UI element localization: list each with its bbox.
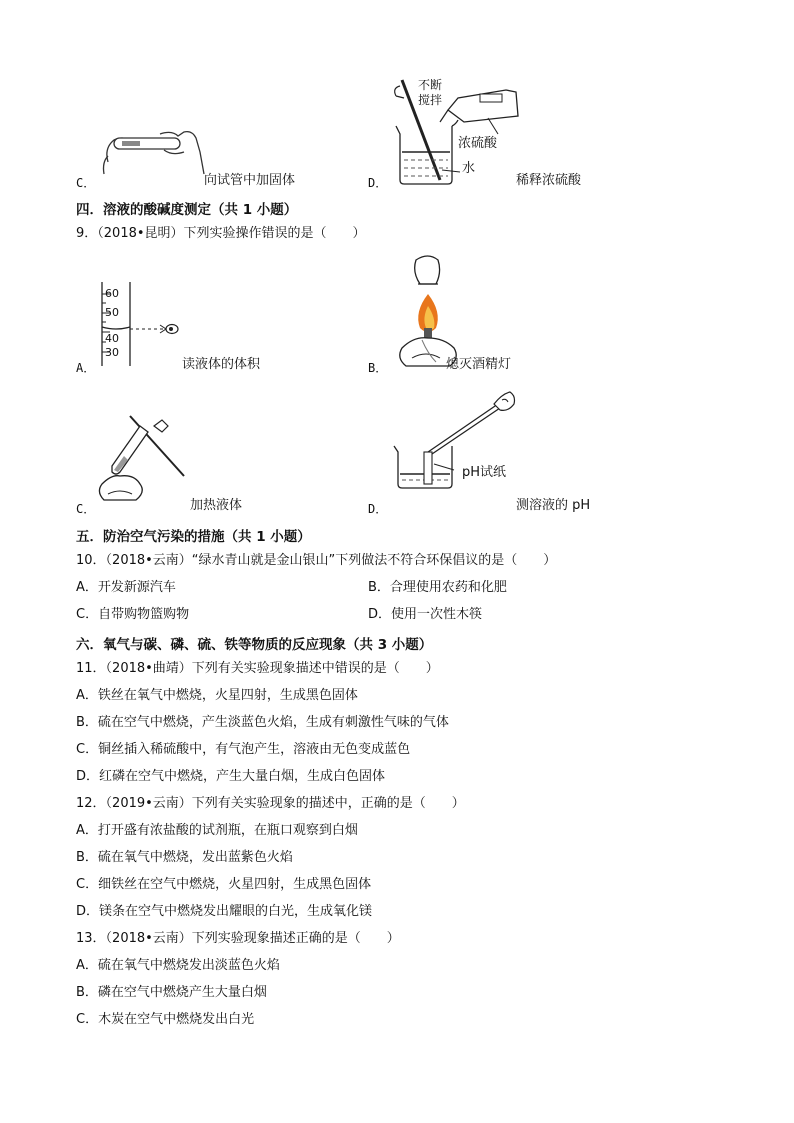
option-a: A．打开盛有浓盐酸的试剂瓶，在瓶口观察到白烟: [76, 823, 358, 838]
label-stir-2: 搅拌: [418, 93, 443, 107]
tick-label-40: 40: [105, 332, 119, 345]
option-c: C．细铁丝在空气中燃烧，火星四射，生成黑色固体: [76, 877, 372, 892]
option-d: D．红磷在空气中燃烧，产生大量白烟，生成白色固体: [76, 769, 386, 784]
option-d: D．使用一次性木筷: [368, 607, 483, 622]
option-b: B．硫在氧气中燃烧，发出蓝紫色火焰: [76, 850, 293, 865]
section-heading: 六．氧气与碳、磷、硫、铁等物质的反应现象（共 3 小题）: [76, 637, 433, 653]
label-stir-1: 不断: [418, 78, 443, 92]
option-a: A．铁丝在氧气中燃烧，火星四射，生成黑色固体: [76, 688, 358, 703]
option-letter: A．: [76, 361, 96, 375]
figure-caption: 稀释浓硫酸: [516, 173, 582, 188]
label-water: 水: [462, 161, 476, 176]
heating-liquid-figure: [96, 412, 196, 502]
option-c: C．铜丝插入稀硫酸中，有气泡产生，溶液由无色变成蓝色: [76, 742, 411, 757]
question-stem: 11．（2018•曲靖）下列有关实验现象描述中错误的是（ ）: [76, 661, 439, 676]
test-tube-solid-figure: [100, 122, 210, 177]
tick-label-60: 60: [105, 287, 119, 300]
figure-caption: 读液体的体积: [182, 357, 261, 372]
dilute-acid-figure: [388, 76, 528, 186]
option-letter: D．: [368, 176, 388, 190]
option-letter: C．: [76, 176, 96, 190]
option-letter: B．: [368, 361, 388, 375]
question-stem: 12．（2019•云南）下列有关实验现象的描述中，正确的是（ ）: [76, 796, 465, 811]
figure-caption: 熄灭酒精灯: [446, 357, 512, 372]
figure-caption: 测溶液的 pH: [516, 498, 591, 513]
tick-label-50: 50: [105, 306, 119, 319]
alcohol-lamp-cap-figure: [392, 254, 462, 374]
option-b: B．硫在空气中燃烧，产生淡蓝色火焰，生成有刺激性气味的气体: [76, 715, 449, 730]
figure-caption: 加热液体: [190, 498, 243, 513]
section-heading: 四．溶液的酸碱度测定（共 1 小题）: [76, 202, 298, 218]
option-d: D．镁条在空气中燃烧发出耀眼的白光，生成氧化镁: [76, 904, 373, 919]
question-stem: 13．（2018•云南）下列实验现象描述正确的是（ ）: [76, 931, 400, 946]
section-heading: 五．防治空气污染的措施（共 1 小题）: [76, 529, 311, 545]
option-letter: C．: [76, 502, 96, 516]
figure-caption: 向试管中加固体: [204, 173, 296, 188]
option-letter: D．: [368, 502, 388, 516]
option-c: C．自带购物篮购物: [76, 607, 190, 622]
option-a: A．硫在氧气中燃烧发出淡蓝色火焰: [76, 958, 280, 973]
question-stem: 9．（2018•昆明）下列实验操作错误的是（ ）: [76, 226, 366, 241]
option-a: A．开发新源汽车: [76, 580, 176, 595]
label-conc-acid: 浓硫酸: [458, 136, 498, 151]
option-b: B．合理使用农药和化肥: [368, 580, 507, 595]
question-stem: 10．（2018•云南）“绿水青山就是金山银山”下列做法不符合环保倡议的是（ ）: [76, 553, 557, 568]
label-ph-paper: pH试纸: [462, 465, 507, 480]
option-c: C．木炭在空气中燃烧发出白光: [76, 1012, 255, 1027]
option-b: B．磷在空气中燃烧产生大量白烟: [76, 985, 267, 1000]
tick-label-30: 30: [105, 346, 119, 359]
